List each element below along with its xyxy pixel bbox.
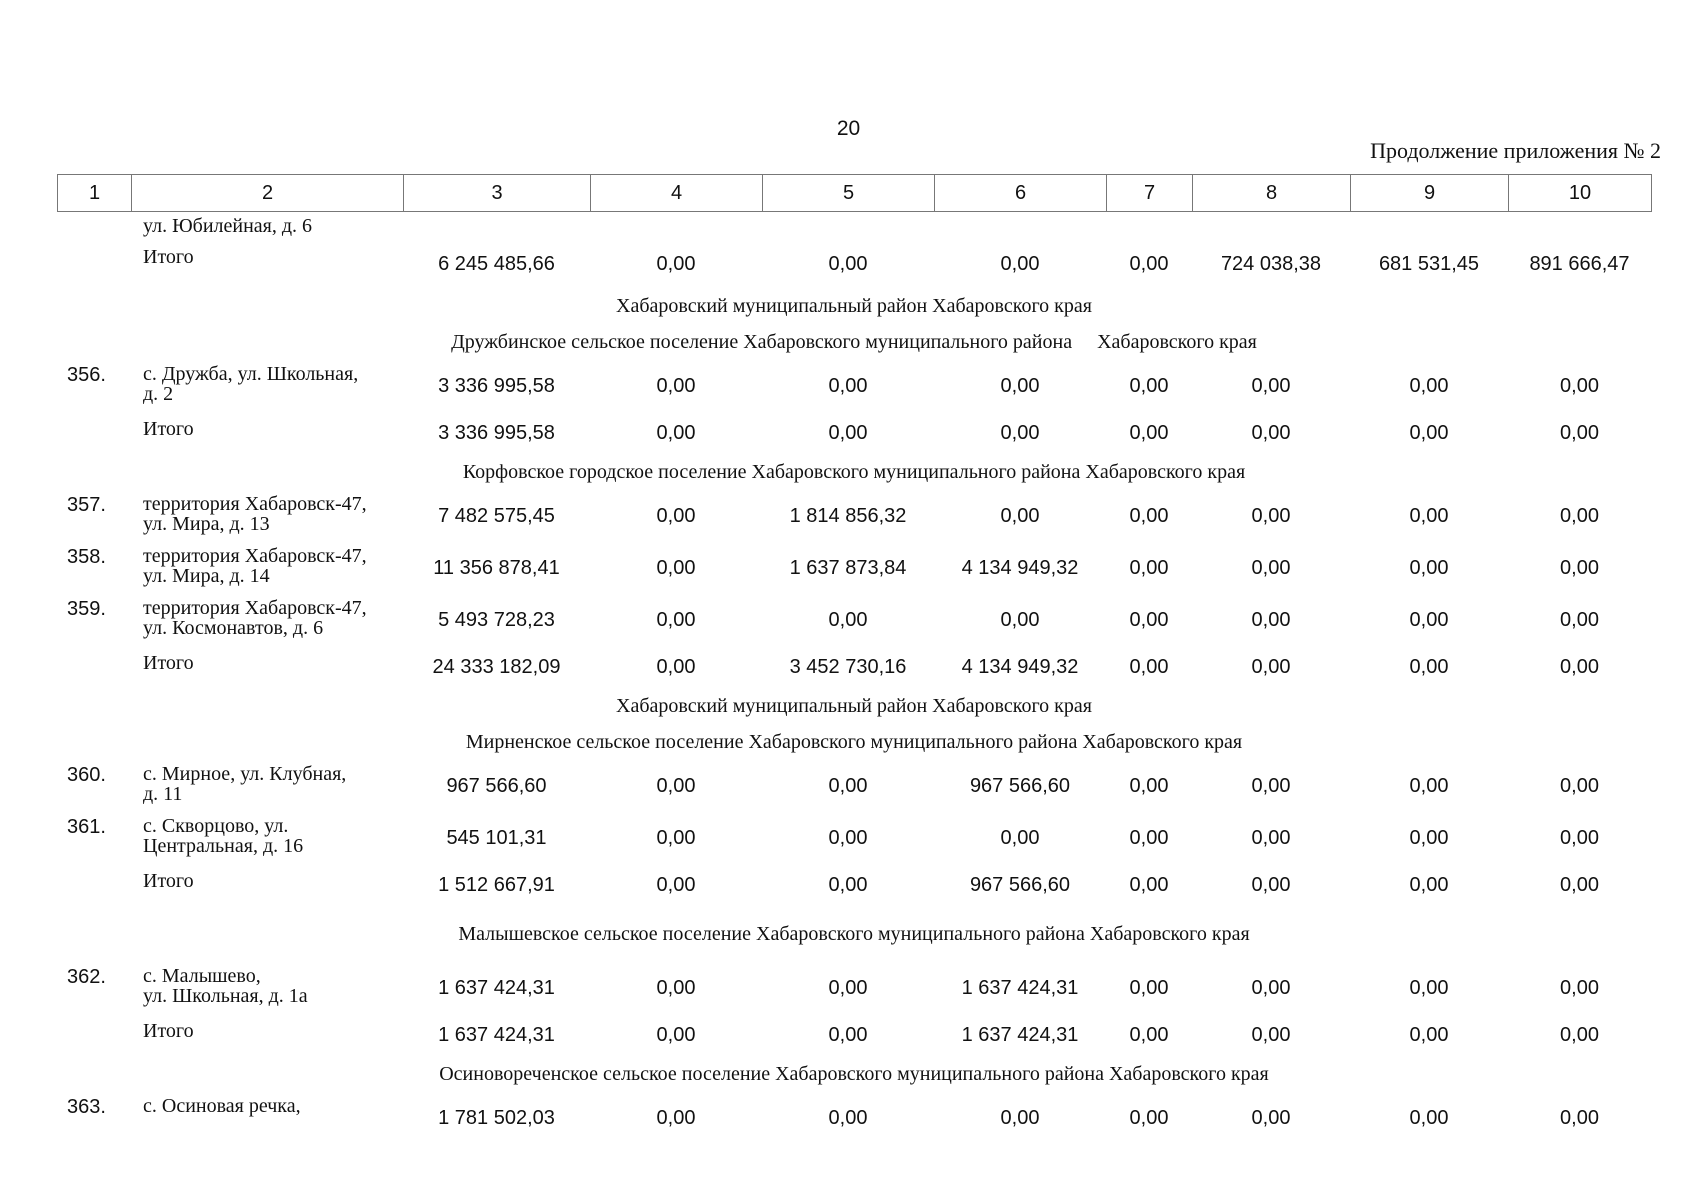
- value-cell: 0,00: [1409, 1023, 1449, 1046]
- value-cell: 724 038,38: [1220, 252, 1322, 275]
- address-line: с. Осиновая речка,: [143, 1095, 301, 1117]
- column-header: 3: [404, 175, 591, 212]
- total-label: Итого: [143, 870, 194, 892]
- value-cell: 0,00: [1129, 504, 1169, 527]
- value-cell: 6 245 485,66: [438, 252, 555, 275]
- value-cell: 0,00: [1129, 374, 1169, 397]
- row-index: 363.: [67, 1096, 106, 1118]
- value-cell: 0,00: [1000, 421, 1040, 444]
- column-header: 7: [1107, 175, 1193, 212]
- value-cell: 1 637 424,31: [438, 976, 555, 999]
- value-cell: 681 531,45: [1378, 252, 1480, 275]
- section-heading: Мирненское сельское поселение Хабаровского муниципального района Хабаровского края: [465, 730, 1243, 753]
- value-cell: 0,00: [828, 374, 868, 397]
- value-cell: 891 666,47: [1529, 252, 1630, 275]
- section-heading-row: [57, 454, 1651, 490]
- address-line: с. Малышево,: [143, 965, 261, 987]
- value-cell: 0,00: [656, 556, 696, 579]
- value-cell: 0,00: [1560, 556, 1599, 579]
- item-row: [57, 760, 1651, 812]
- value-cell: 0,00: [1129, 826, 1169, 849]
- address-line: ул. Мира, д. 14: [143, 565, 270, 587]
- value-cell: 0,00: [1560, 774, 1599, 797]
- row-index: 357.: [67, 494, 106, 516]
- address-line: д. 2: [143, 383, 174, 405]
- value-cell: 5 493 728,23: [438, 608, 555, 631]
- address-line: ул. Мира, д. 13: [143, 513, 270, 535]
- row-index-cell: [57, 412, 131, 454]
- value-cell: 0,00: [1560, 873, 1599, 896]
- address-cell: ул. Юбилейная, д. 6: [143, 215, 313, 237]
- row-index: 359.: [67, 598, 106, 620]
- value-cell: 0,00: [1129, 252, 1169, 275]
- value-cell: 0,00: [1129, 1106, 1169, 1129]
- address-cell: [131, 490, 403, 542]
- value-cell: 0,00: [1251, 976, 1291, 999]
- value-cell: 0,00: [828, 826, 868, 849]
- address-line: с. Скворцово, ул.: [143, 815, 289, 837]
- address-line: территория Хабаровск-47,: [143, 493, 367, 515]
- value-cell: 0,00: [656, 608, 696, 631]
- continuation-row: [57, 212, 1651, 240]
- value-cell: 0,00: [828, 1023, 868, 1046]
- address-cell: [131, 812, 403, 864]
- total-row: [57, 646, 1651, 688]
- column-header: 5: [763, 175, 935, 212]
- value-cell: 0,00: [1251, 421, 1291, 444]
- section-heading-row: [57, 288, 1651, 324]
- value-cell: 0,00: [1409, 421, 1449, 444]
- total-row: [57, 240, 1651, 288]
- value-cell: 0,00: [1000, 504, 1040, 527]
- address-cell: [131, 360, 403, 412]
- value-cell: 0,00: [1129, 608, 1169, 631]
- value-cell: 0,00: [1000, 608, 1040, 631]
- row-index-cell: [57, 212, 131, 240]
- item-row: [57, 490, 1651, 542]
- value-cell: 0,00: [828, 774, 868, 797]
- value-cell: 0,00: [1251, 556, 1291, 579]
- address-line: с. Мирное, ул. Клубная,: [143, 763, 347, 785]
- value-cell: 0,00: [656, 1106, 696, 1129]
- value-cell: 3 452 730,16: [789, 655, 907, 678]
- data-table: [57, 212, 1651, 1144]
- empty-cell: [403, 212, 1651, 240]
- value-cell: 0,00: [656, 1023, 696, 1046]
- total-row: [57, 1014, 1651, 1056]
- value-cell: 0,00: [828, 608, 868, 631]
- address-line: территория Хабаровск-47,: [143, 545, 367, 567]
- section-heading: Осиновореченское сельское поселение Хабаровского муниципального района Хабаровского края: [439, 1062, 1269, 1085]
- value-cell: 0,00: [656, 826, 696, 849]
- column-header-table: [57, 174, 1652, 212]
- value-cell: 0,00: [828, 873, 868, 896]
- item-row: [57, 962, 1651, 1014]
- total-label: Итого: [143, 652, 194, 674]
- value-cell: 0,00: [1560, 655, 1599, 678]
- value-cell: 1 512 667,91: [438, 873, 555, 896]
- value-cell: 1 781 502,03: [438, 1106, 555, 1129]
- value-cell: 0,00: [1000, 1106, 1040, 1129]
- value-cell: 3 336 995,58: [438, 421, 555, 444]
- value-cell: 0,00: [656, 774, 696, 797]
- value-cell: 0,00: [1560, 374, 1599, 397]
- page-number: 20: [836, 117, 861, 140]
- column-header: 10: [1509, 175, 1652, 212]
- value-cell: 1 637 873,84: [789, 556, 907, 579]
- value-cell: 0,00: [1560, 1023, 1599, 1046]
- value-cell: 4 134 949,32: [961, 655, 1079, 678]
- value-cell: 11 356 878,41: [433, 556, 560, 579]
- value-cell: 0,00: [656, 252, 696, 275]
- value-cell: 0,00: [656, 374, 696, 397]
- value-cell: 0,00: [1409, 504, 1449, 527]
- section-heading-row: [57, 688, 1651, 724]
- value-cell: 967 566,60: [969, 873, 1071, 896]
- value-cell: 0,00: [656, 655, 696, 678]
- item-row: [57, 360, 1651, 412]
- section-heading-row: [57, 906, 1651, 962]
- value-cell: 0,00: [1560, 1106, 1599, 1129]
- value-cell: 0,00: [1129, 774, 1169, 797]
- row-index-cell: [57, 646, 131, 688]
- value-cell: 0,00: [1251, 374, 1291, 397]
- row-index: 356.: [67, 364, 106, 386]
- value-cell: 0,00: [1129, 421, 1169, 444]
- row-index-cell: [57, 240, 131, 288]
- value-cell: 0,00: [1251, 1106, 1291, 1129]
- address-line: ул. Космонавтов, д. 6: [143, 617, 324, 639]
- address-line: Центральная, д. 16: [143, 835, 304, 857]
- value-cell: 0,00: [1251, 608, 1291, 631]
- value-cell: 0,00: [1251, 504, 1291, 527]
- value-cell: 0,00: [1560, 976, 1599, 999]
- column-header: 6: [935, 175, 1107, 212]
- value-cell: 0,00: [828, 1106, 868, 1129]
- section-heading: Хабаровский муниципальный район Хабаровского края: [616, 294, 1092, 317]
- total-label: Итого: [143, 418, 194, 440]
- column-header: 9: [1351, 175, 1509, 212]
- address-line: ул. Школьная, д. 1а: [143, 985, 308, 1007]
- address-cell: [131, 760, 403, 812]
- column-header: 1: [58, 175, 132, 212]
- value-cell: 0,00: [1409, 556, 1449, 579]
- total-row: [57, 412, 1651, 454]
- total-row: [57, 864, 1651, 906]
- value-cell: 24 333 182,09: [432, 655, 561, 678]
- item-row: [57, 1092, 1651, 1144]
- row-index-cell: [57, 864, 131, 906]
- value-cell: 0,00: [1409, 374, 1449, 397]
- value-cell: 0,00: [1409, 655, 1449, 678]
- value-cell: 1 637 424,31: [961, 1023, 1079, 1046]
- section-heading-row: [57, 324, 1651, 360]
- column-number-row: [58, 175, 1652, 212]
- section-heading-row: [57, 1056, 1651, 1092]
- column-header: 2: [132, 175, 404, 212]
- row-index: 362.: [67, 966, 106, 988]
- total-label: Итого: [143, 1020, 194, 1042]
- row-index: 358.: [67, 546, 106, 568]
- appendix-caption: Продолжение приложения № 2: [1370, 138, 1661, 163]
- address-line: территория Хабаровск-47,: [143, 597, 367, 619]
- value-cell: 0,00: [1251, 1023, 1291, 1046]
- value-cell: 3 336 995,58: [438, 374, 555, 397]
- value-cell: 0,00: [1000, 826, 1040, 849]
- value-cell: 0,00: [1409, 774, 1449, 797]
- value-cell: 0,00: [1129, 1023, 1169, 1046]
- section-heading-row: [57, 724, 1651, 760]
- address-cell: [131, 1092, 403, 1144]
- value-cell: 4 134 949,32: [961, 556, 1079, 579]
- address-cell: [131, 542, 403, 594]
- value-cell: 0,00: [1129, 873, 1169, 896]
- value-cell: 0,00: [1129, 655, 1169, 678]
- value-cell: 0,00: [656, 873, 696, 896]
- value-cell: 0,00: [1129, 556, 1169, 579]
- address-line: с. Дружба, ул. Школьная,: [143, 363, 359, 385]
- value-cell: 0,00: [656, 421, 696, 444]
- value-cell: 0,00: [1251, 826, 1291, 849]
- value-cell: 967 566,60: [446, 774, 547, 797]
- value-cell: 0,00: [1000, 252, 1040, 275]
- row-index-cell: [57, 1014, 131, 1056]
- value-cell: 1 814 856,32: [789, 504, 907, 527]
- column-header: 4: [591, 175, 763, 212]
- value-cell: 0,00: [1251, 655, 1291, 678]
- value-cell: 0,00: [656, 976, 696, 999]
- value-cell: 0,00: [1560, 608, 1599, 631]
- item-row: [57, 594, 1651, 646]
- total-label: Итого: [143, 246, 194, 268]
- value-cell: 1 637 424,31: [961, 976, 1079, 999]
- address-cell: [131, 594, 403, 646]
- column-header: 8: [1193, 175, 1351, 212]
- row-index: 360.: [67, 764, 106, 786]
- value-cell: 0,00: [1251, 774, 1291, 797]
- value-cell: 0,00: [828, 252, 868, 275]
- value-cell: 0,00: [1560, 421, 1599, 444]
- value-cell: 0,00: [1000, 374, 1040, 397]
- address-cell: [131, 962, 403, 1014]
- value-cell: 0,00: [1560, 826, 1599, 849]
- address-line: д. 11: [143, 783, 183, 805]
- value-cell: 0,00: [1560, 504, 1599, 527]
- section-heading: Малышевское сельское поселение Хабаровского муниципального района Хабаровского края: [458, 922, 1250, 945]
- value-cell: 0,00: [828, 421, 868, 444]
- value-cell: 0,00: [1409, 1106, 1449, 1129]
- row-index: 361.: [67, 816, 106, 838]
- section-heading: Корфовское городское поселение Хабаровского муниципального района Хабаровского края: [462, 460, 1246, 483]
- value-cell: 0,00: [828, 976, 868, 999]
- value-cell: 0,00: [1409, 608, 1449, 631]
- section-heading: Дружбинское сельское поселение Хабаровского муниципального района Хабаровского края: [451, 330, 1257, 353]
- item-row: [57, 812, 1651, 864]
- value-cell: 1 637 424,31: [438, 1023, 555, 1046]
- value-cell: 0,00: [1409, 826, 1449, 849]
- value-cell: 967 566,60: [969, 774, 1071, 797]
- value-cell: 0,00: [656, 504, 696, 527]
- value-cell: 545 101,31: [446, 826, 547, 849]
- value-cell: 0,00: [1409, 873, 1449, 896]
- item-row: [57, 542, 1651, 594]
- value-cell: 0,00: [1251, 873, 1291, 896]
- value-cell: 7 482 575,45: [438, 504, 555, 527]
- value-cell: 0,00: [1409, 976, 1449, 999]
- section-heading: Хабаровский муниципальный район Хабаровского края: [616, 694, 1092, 717]
- value-cell: 0,00: [1129, 976, 1169, 999]
